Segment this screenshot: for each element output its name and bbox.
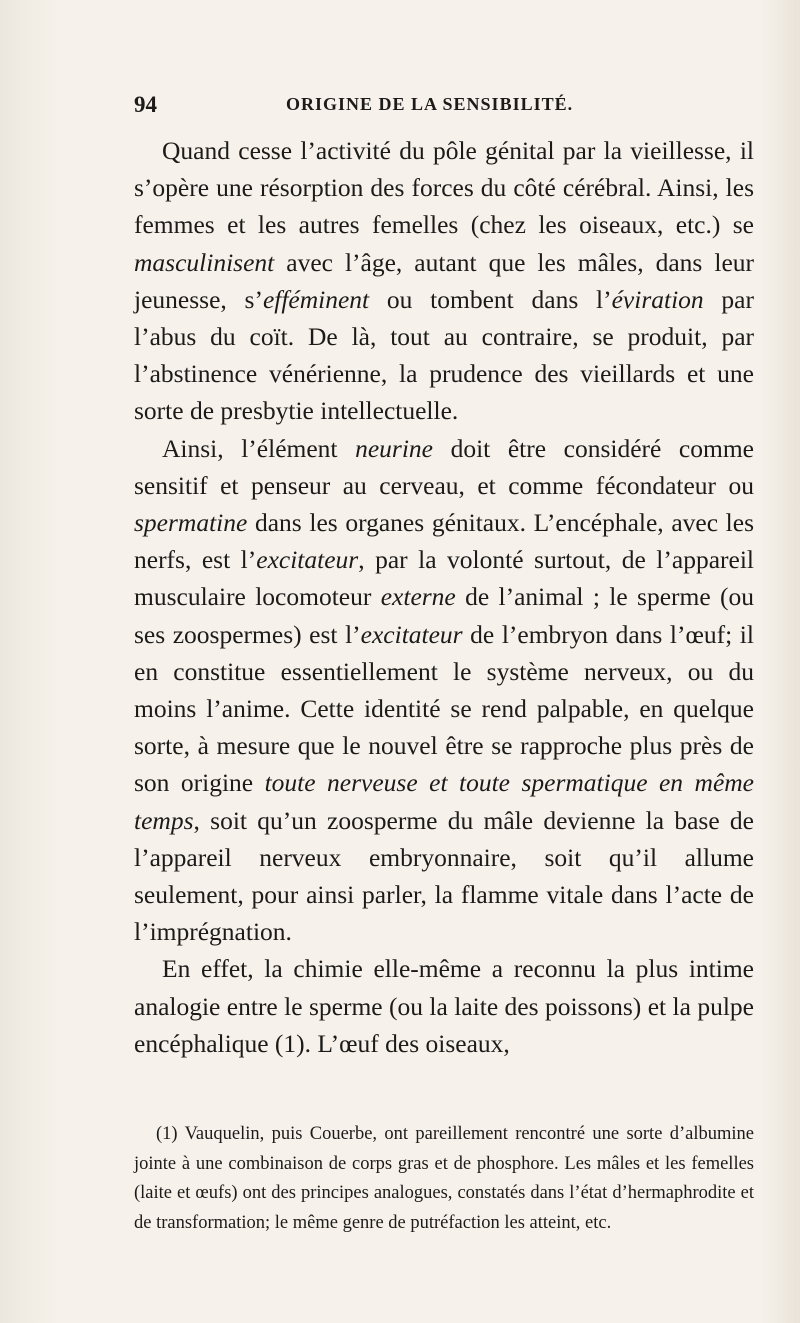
paragraph-2 <box>134 430 754 951</box>
italic-term: éviration <box>611 284 704 314</box>
text-span: de l’animal ; le sperme (ou ses zoospermes) est l’ <box>134 582 754 649</box>
text-span: En effet, la chimie elle-même a reconnu la plus intime analogie entre le sperme (ou la laite des poissons) et la pulpe encéphalique (1). L’œuf des oiseaux, <box>134 954 754 1058</box>
text-span: ou tombent dans l’ <box>369 284 612 314</box>
italic-term: excitateur <box>360 619 463 649</box>
italic-term: excitateur <box>256 545 359 575</box>
page-number: 94 <box>134 92 157 117</box>
text-span: doit être considéré comme sensitif et penseur au cerveau, et comme fécondateur ou <box>134 433 754 500</box>
text-span: , par la volonté surtout, de l’appareil musculaire locomoteur <box>134 545 754 612</box>
footnote-1: (1) Vauquelin, puis Couerbe, ont pareillement rencontré une sorte d’albumine jointe à une combinaison de corps gras et de phosphore. Les mâles et les femelles (laite et œufs) ont des principes analogues, constatés dans l’état d’hermaphrodite et de transformation; le même genre de putréfaction les atteint, etc. <box>134 1124 754 1233</box>
italic-term: neurine <box>355 433 433 463</box>
text-span: de l’embryon dans l’œuf; il en constitue essentiellement le système nerveux, ou du moins l’anime. Cette identité se rend palpable, en quelque sorte, à mesure que le nouvel être se rapproche plus près de son origine <box>134 619 754 798</box>
italic-term: spermatine <box>134 508 248 538</box>
page-header <box>134 92 754 122</box>
body-text <box>134 132 754 1062</box>
text-span: Ainsi, l’élément <box>162 433 356 463</box>
italic-term: externe <box>380 582 456 612</box>
text-span: dans les organes génitaux. L’encéphale, avec les nerfs, est l’ <box>134 508 754 575</box>
text-span: , soit qu’un zoosperme du mâle devienne la base de l’appareil nerveux embryonnaire, soit qu’il allume seulement, pour ainsi parler, la flamme vitale dans l’acte de l’imprégnation. <box>134 805 754 947</box>
italic-term: masculinisent <box>134 247 275 277</box>
text-span: avec l’âge, autant que les mâles, dans leur jeunesse, s’ <box>134 247 754 314</box>
text-span: Quand cesse l’activité du pôle génital par la vieillesse, il s’opère une résorption des forces du côté cérébral. Ainsi, les femmes et les autres femelles (chez les oiseaux, etc.) se <box>134 136 754 240</box>
text-span: par l’abus du coït. De là, tout au contraire, se produit, par l’abstinence vénérienne, la prudence des vieillards et une sorte de presbytie intellectuelle. <box>134 284 754 426</box>
italic-term: toute nerveuse et toute spermatique en même temps <box>134 768 754 835</box>
paragraph-1 <box>134 132 754 430</box>
footnotes <box>134 1120 754 1238</box>
italic-term: efféminent <box>262 284 370 314</box>
running-title: ORIGINE DE LA SENSIBILITÉ. <box>286 94 574 114</box>
paragraph-3 <box>134 950 754 1062</box>
